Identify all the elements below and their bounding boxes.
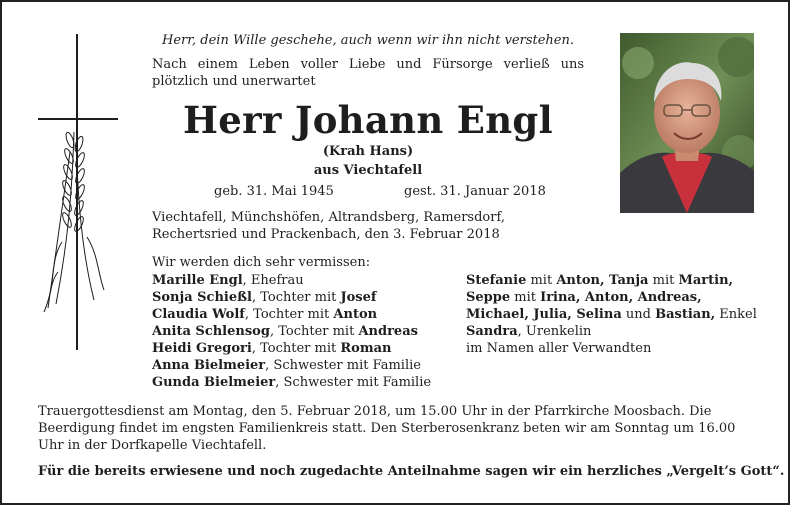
mourner-name: Martin, (678, 273, 734, 288)
mourner-line (152, 289, 452, 306)
mourner-relation: , Tochter mit (244, 307, 334, 322)
mourners-list-left (152, 272, 452, 391)
mourner-name: Anna Bielmeier (152, 358, 266, 373)
deceased-nickname: (Krah Hans) (322, 144, 414, 159)
mourner-name: Anita Schlensog (152, 324, 270, 339)
mourner-name: Michael, Julia, Selina (466, 307, 622, 322)
mourners-heading: Wir werden dich sehr vermissen: (152, 255, 371, 270)
mourner-relation: , Tochter mit (251, 290, 341, 305)
mourner-line (466, 306, 766, 323)
deceased-hometown: aus Viechtafell (313, 163, 423, 178)
mourner-relation: , Ehefrau (242, 273, 304, 288)
mourner-connector: und (621, 307, 656, 322)
mourner-relation: , Schwester mit Familie (265, 358, 421, 373)
mourner-relation: Enkel (715, 307, 757, 322)
mourner-name: Stefanie (466, 273, 527, 288)
mourner-name: Sandra (466, 324, 518, 339)
mourner-name: Heidi Gregori (152, 341, 252, 356)
mourner-name: Irina, Anton, Andreas, (540, 290, 702, 305)
mourner-relation: , Urenkelin (517, 324, 592, 339)
mourner-line (152, 272, 452, 289)
mourner-closing: im Namen aller Verwandten (466, 341, 652, 356)
mourner-relation: , Tochter mit (251, 341, 341, 356)
mourner-line (466, 323, 766, 340)
motto: Herr, dein Wille geschehe, auch wenn wir ihn nicht verstehen. (162, 33, 574, 48)
thanks-message: Für die bereits erwiesene und noch zugedachte Anteilnahme sagen wir ein herzliches „Vergelt’s Gott“. (38, 464, 785, 479)
mourners-list-right (466, 272, 766, 357)
birth-date: geb. 31. Mai 1945 (214, 184, 334, 199)
mourner-partner: Josef (340, 290, 377, 305)
mourner-connector: mit (526, 273, 557, 288)
mourner-name: Marille Engl (152, 273, 243, 288)
cross-with-wheat-icon (32, 32, 132, 357)
intro-text: Nach einem Leben voller Liebe und Fürsorge verließ uns plötzlich und unerwartet (152, 57, 584, 89)
mourner-line (152, 357, 452, 374)
mourner-line (466, 289, 766, 306)
mourner-relation: , Schwester mit Familie (275, 375, 432, 390)
mourner-line (152, 306, 452, 323)
mourner-name: Anton, Tanja (556, 273, 649, 288)
mourner-connector: mit (510, 290, 541, 305)
mourner-relation: , Tochter mit (269, 324, 359, 339)
places-and-date: Viechtafell, Münchshöfen, Altrandsberg, Ramersdorf, Rechertsried und Prackenbach, den 3. Februar 2018 (152, 210, 505, 242)
mourner-connector: mit (648, 273, 679, 288)
mourner-name: Gunda Bielmeier (152, 375, 276, 390)
portrait-photo (620, 33, 754, 213)
mourner-partner: Andreas (358, 324, 418, 339)
mourner-line (152, 374, 452, 391)
mourner-line (466, 272, 766, 289)
mourner-name: Sonja Schießl (152, 290, 252, 305)
death-date: gest. 31. Januar 2018 (404, 184, 546, 199)
deceased-name: Herr Johann Engl (183, 98, 553, 142)
service-details: Trauergottesdienst am Montag, den 5. Februar 2018, um 15.00 Uhr in der Pfarrkirche Moosbach. Die Beerdigung findet im engsten Familienkreis statt. Den Sterberosenkranz beten wir am Sonntag um 16.00 Uhr in der Dorfkapelle Viechtafell. (38, 404, 736, 453)
mourner-name: Bastian, (655, 307, 716, 322)
mourner-partner: Roman (340, 341, 392, 356)
mourner-name: Seppe (466, 290, 511, 305)
mourner-name: Claudia Wolf (152, 307, 245, 322)
mourner-line (152, 323, 452, 340)
mourner-partner: Anton (333, 307, 378, 322)
mourner-line (152, 340, 452, 357)
